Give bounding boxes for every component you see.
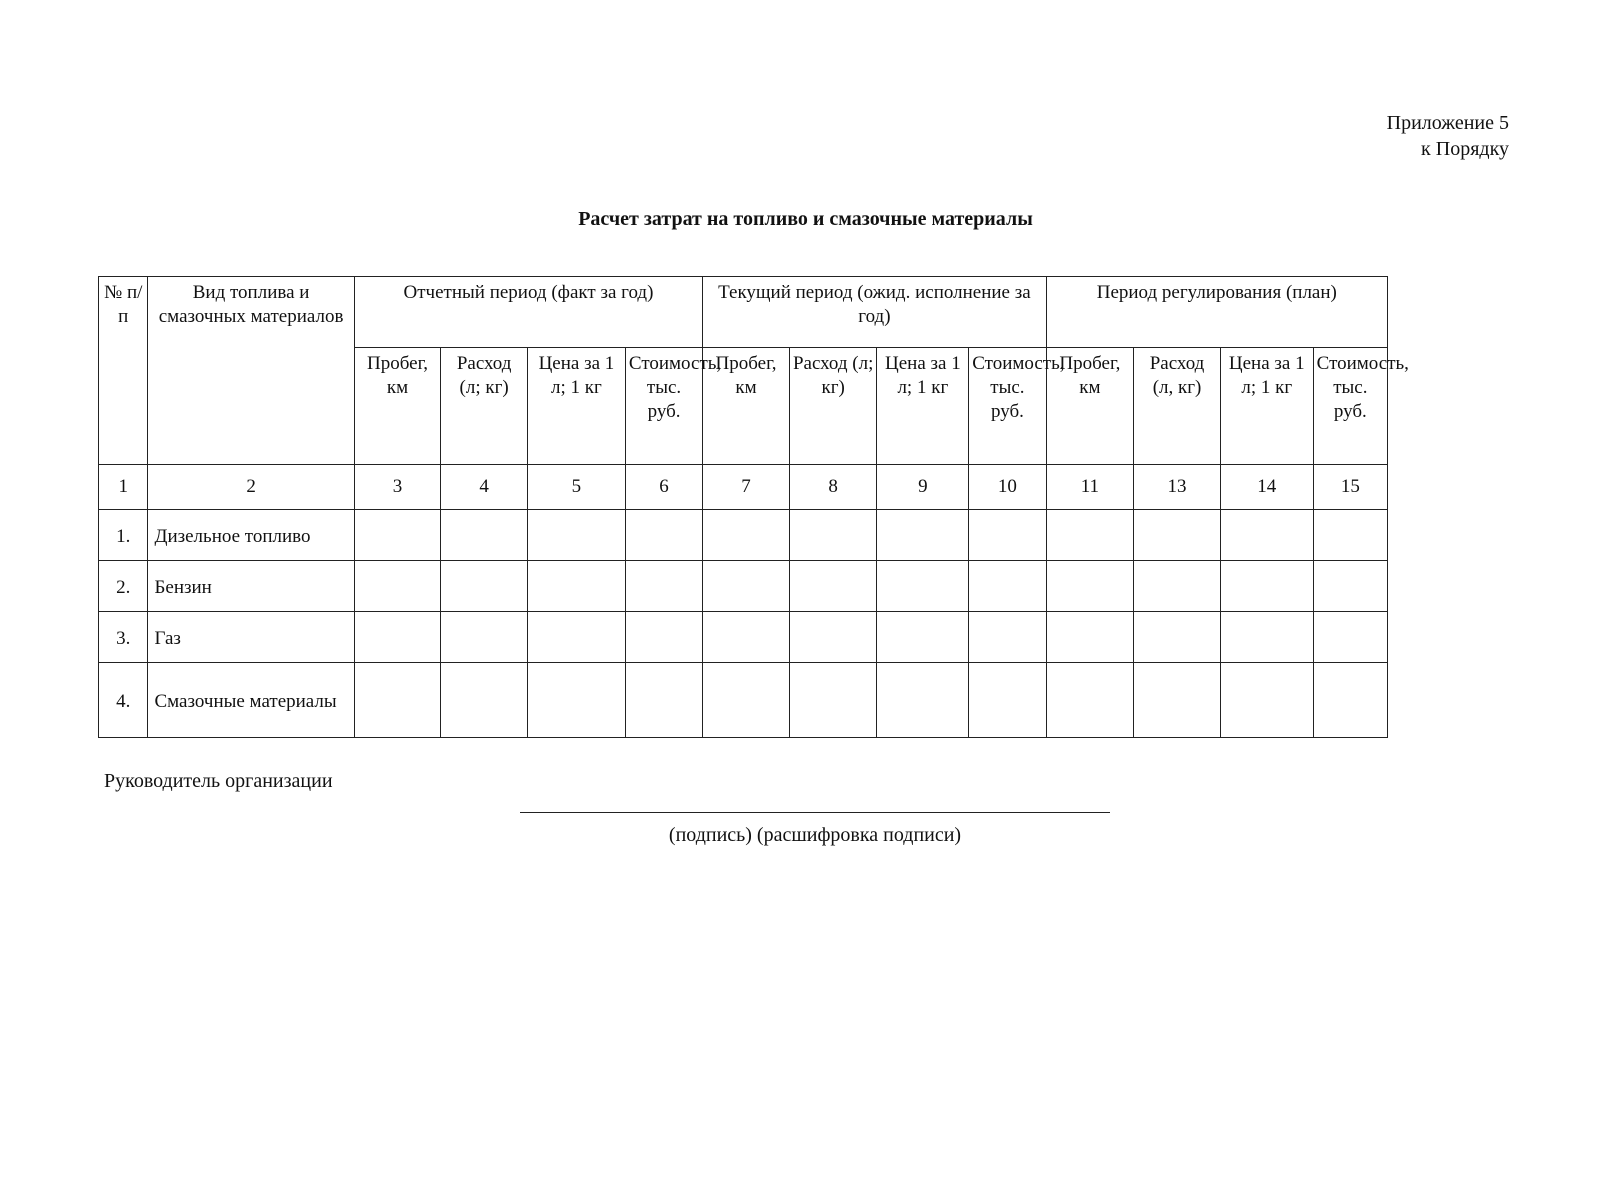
empty-cell	[527, 510, 625, 561]
column-number: 15	[1313, 465, 1387, 510]
subheader-price: Цена за 1 л; 1 кг	[1220, 348, 1313, 465]
column-number: 14	[1220, 465, 1313, 510]
row-number: 3.	[99, 612, 148, 663]
subheader-cost: Стоимость, тыс. руб.	[625, 348, 702, 465]
empty-cell	[1220, 612, 1313, 663]
header-fuel-type: Вид топлива и смазочных материалов	[148, 277, 354, 465]
subheader-mileage: Пробег, км	[354, 348, 441, 465]
empty-cell	[1134, 510, 1221, 561]
empty-cell	[703, 561, 790, 612]
empty-cell	[625, 663, 702, 738]
empty-cell	[354, 663, 441, 738]
column-number: 2	[148, 465, 354, 510]
subheader-mileage: Пробег, км	[703, 348, 790, 465]
empty-cell	[1220, 663, 1313, 738]
row-number: 1.	[99, 510, 148, 561]
empty-cell	[877, 663, 969, 738]
empty-cell	[789, 663, 877, 738]
column-number: 13	[1134, 465, 1221, 510]
empty-cell	[625, 612, 702, 663]
empty-cell	[354, 561, 441, 612]
empty-cell	[1046, 663, 1134, 738]
empty-cell	[789, 510, 877, 561]
empty-cell	[1046, 510, 1134, 561]
subheader-consumption: Расход (л; кг)	[789, 348, 877, 465]
appendix-line-2: к Порядку	[1421, 138, 1509, 160]
empty-cell	[789, 612, 877, 663]
row-fuel-name: Смазочные материалы	[148, 663, 354, 738]
empty-cell	[441, 510, 528, 561]
subheader-price: Цена за 1 л; 1 кг	[877, 348, 969, 465]
table-row-gasoline	[99, 561, 1388, 612]
empty-cell	[441, 612, 528, 663]
row-fuel-name: Дизельное топливо	[148, 510, 354, 561]
column-number: 11	[1046, 465, 1134, 510]
column-number: 3	[354, 465, 441, 510]
appendix-note	[1387, 110, 1509, 162]
table-row-diesel	[99, 510, 1388, 561]
empty-cell	[1220, 561, 1313, 612]
subheader-consumption: Расход (л; кг)	[441, 348, 528, 465]
empty-cell	[969, 510, 1046, 561]
empty-cell	[441, 561, 528, 612]
column-number-row	[99, 465, 1388, 510]
empty-cell	[1046, 612, 1134, 663]
signature-caption: (подпись) (расшифровка подписи)	[668, 824, 962, 846]
signature-line	[520, 812, 1110, 813]
subheader-price: Цена за 1 л; 1 кг	[527, 348, 625, 465]
empty-cell	[969, 663, 1046, 738]
empty-cell	[1313, 663, 1387, 738]
empty-cell	[1134, 612, 1221, 663]
empty-cell	[354, 612, 441, 663]
header-group-reporting: Отчетный период (факт за год)	[354, 277, 703, 348]
empty-cell	[1313, 612, 1387, 663]
column-number: 6	[625, 465, 702, 510]
row-number: 2.	[99, 561, 148, 612]
row-fuel-name: Бензин	[148, 561, 354, 612]
header-group-regulation: Период регулирования (план)	[1046, 277, 1387, 348]
row-fuel-name: Газ	[148, 612, 354, 663]
table-row-lubricants	[99, 663, 1388, 738]
empty-cell	[527, 561, 625, 612]
empty-cell	[703, 663, 790, 738]
empty-cell	[625, 510, 702, 561]
cost-table	[98, 276, 1409, 738]
column-number: 7	[703, 465, 790, 510]
empty-cell	[527, 663, 625, 738]
empty-cell	[441, 663, 528, 738]
subheader-mileage: Пробег, км	[1046, 348, 1134, 465]
subheader-consumption: Расход (л, кг)	[1134, 348, 1221, 465]
row-number: 4.	[99, 663, 148, 738]
column-number: 10	[969, 465, 1046, 510]
empty-cell	[1220, 510, 1313, 561]
empty-cell	[789, 561, 877, 612]
empty-cell	[1313, 561, 1387, 612]
empty-cell	[1313, 510, 1387, 561]
empty-cell	[1134, 561, 1221, 612]
empty-cell	[703, 510, 790, 561]
column-number: 5	[527, 465, 625, 510]
empty-cell	[877, 510, 969, 561]
empty-cell	[877, 561, 969, 612]
empty-cell	[969, 561, 1046, 612]
empty-cell	[625, 561, 702, 612]
table-row-gas	[99, 612, 1388, 663]
empty-cell	[703, 612, 790, 663]
empty-cell	[877, 612, 969, 663]
empty-cell	[1046, 561, 1134, 612]
header-group-current: Текущий период (ожид. исполнение за год)	[703, 277, 1046, 348]
appendix-line-1: Приложение 5	[1386, 112, 1509, 134]
column-number: 1	[99, 465, 148, 510]
document-title: Расчет затрат на топливо и смазочные материалы	[578, 208, 1033, 230]
column-number: 4	[441, 465, 528, 510]
empty-cell	[354, 510, 441, 561]
empty-cell	[969, 612, 1046, 663]
subheader-cost: Стоимость, тыс. руб.	[1313, 348, 1387, 465]
empty-cell	[527, 612, 625, 663]
header-number: № п/п	[99, 277, 148, 465]
subheader-cost: Стоимость, тыс. руб.	[969, 348, 1046, 465]
signer-label: Руководитель организации	[104, 770, 333, 792]
column-number: 9	[877, 465, 969, 510]
empty-cell	[1134, 663, 1221, 738]
column-number: 8	[789, 465, 877, 510]
header-row-groups	[99, 277, 1388, 348]
